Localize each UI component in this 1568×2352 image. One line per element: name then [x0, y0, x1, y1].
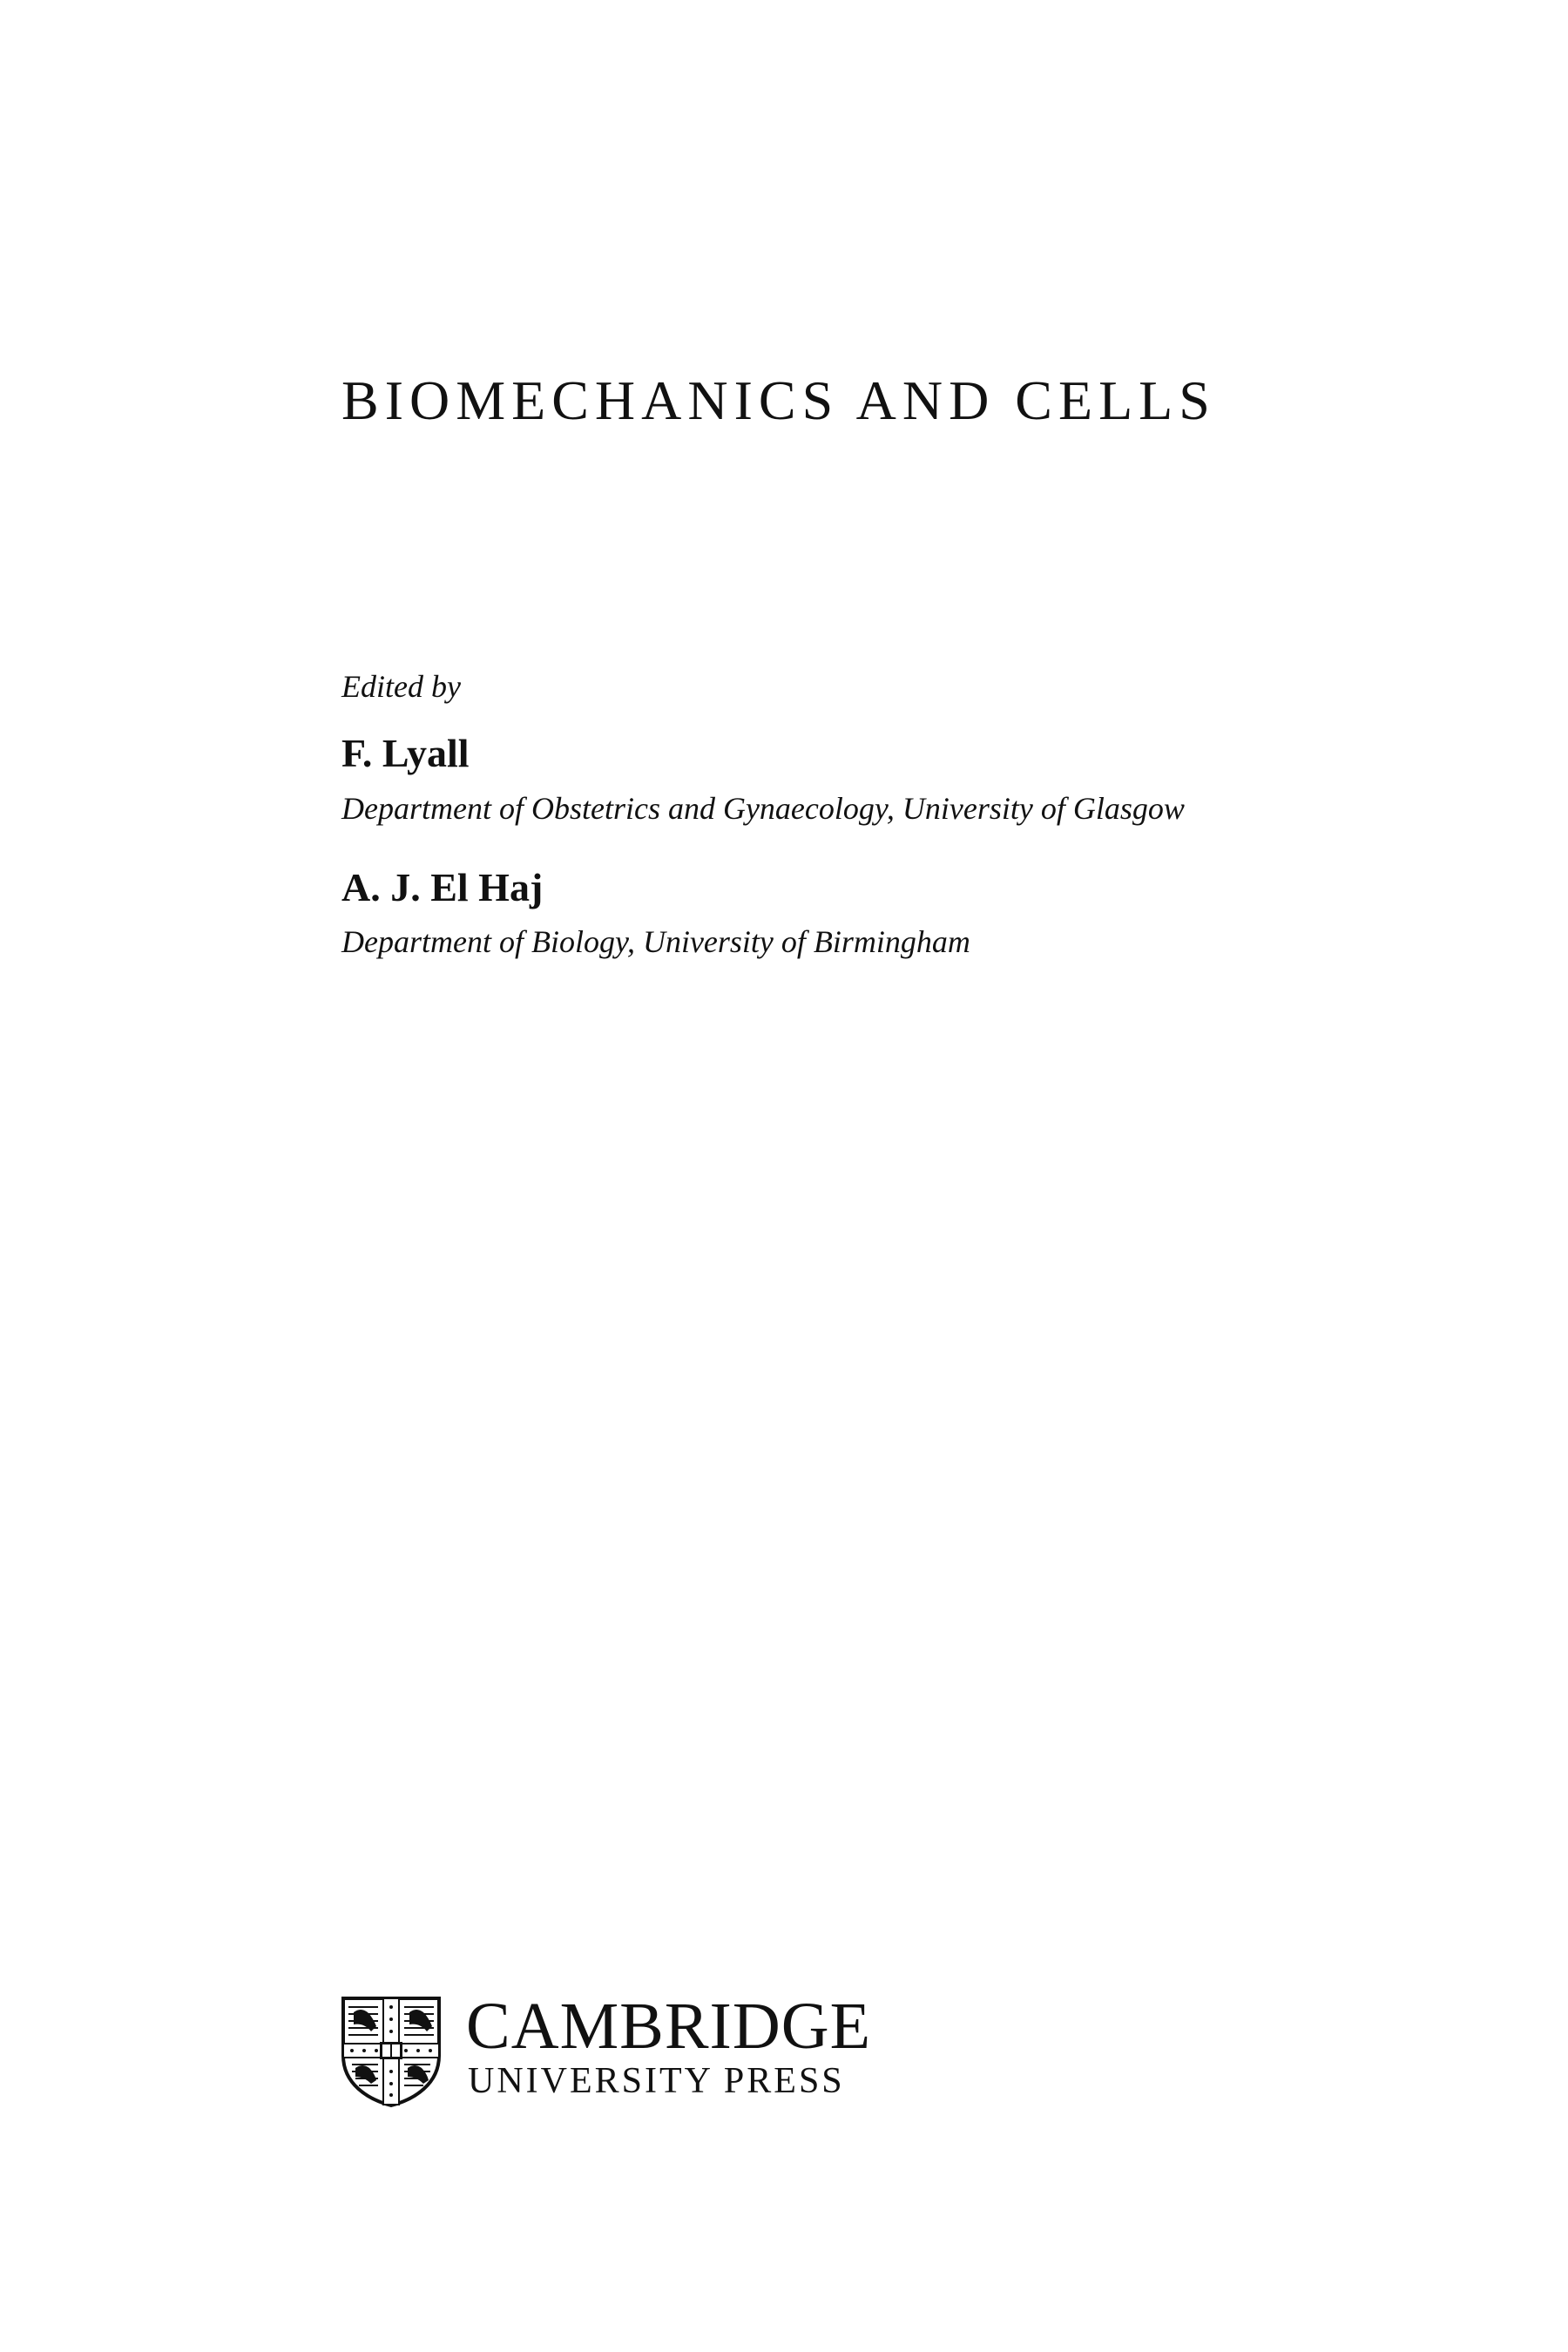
editor-name-1: F. Lyall — [341, 731, 470, 775]
publisher-name: CAMBRIDGE — [466, 1990, 872, 2063]
edited-by-label: Edited by — [341, 669, 461, 704]
editor-name-2: A. J. El Haj — [341, 865, 544, 909]
book-title: BIOMECHANICS AND CELLS — [341, 369, 1216, 431]
publisher-imprint — [340, 1990, 915, 2101]
editor-affiliation-2: Department of Biology, University of Birmingham — [341, 924, 970, 959]
editor-affiliation-1: Department of Obstetrics and Gynaecology, University of Glasgow — [341, 791, 1185, 826]
cambridge-crest-icon — [340, 1995, 443, 2108]
publisher-subname: UNIVERSITY PRESS — [468, 2061, 845, 2101]
